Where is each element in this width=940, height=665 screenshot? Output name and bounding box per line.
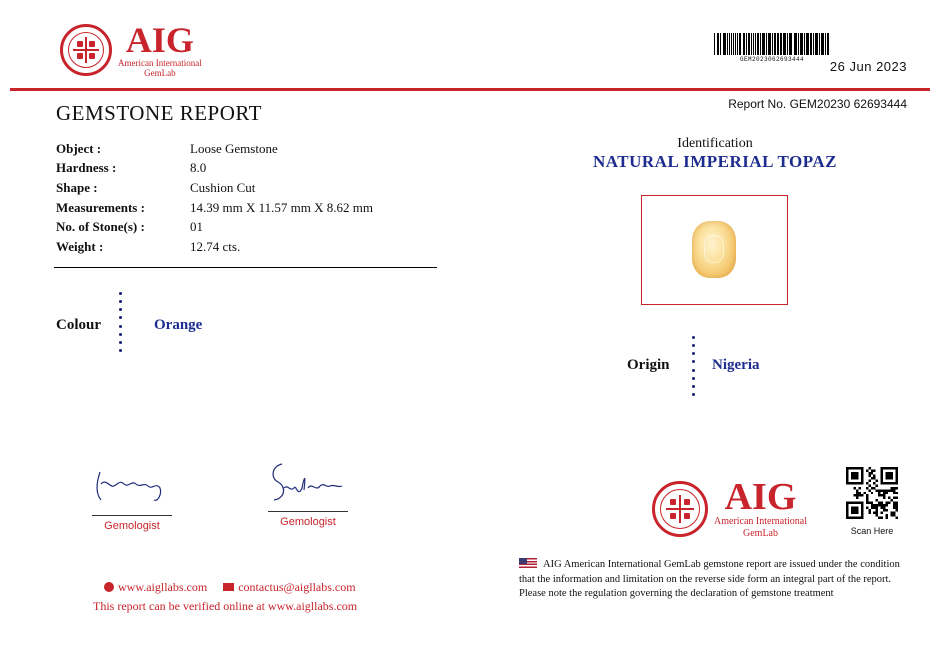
colour-value: Orange	[154, 317, 203, 333]
brand-line1: American International	[714, 516, 808, 527]
signature-title: Gemologist	[104, 520, 160, 532]
website-link[interactable]	[104, 580, 207, 595]
disclaimer	[519, 558, 904, 602]
property-divider	[54, 267, 437, 268]
colour-dotted-divider	[119, 292, 122, 352]
property-key: No. of Stone(s) :	[56, 219, 145, 235]
report-number: Report No. GEM20230 62693444	[728, 97, 907, 111]
aig-seal-icon	[60, 24, 112, 76]
signature-title: Gemologist	[280, 516, 336, 528]
aig-logo-bottom	[652, 478, 807, 539]
origin-value: Nigeria	[712, 357, 760, 373]
gemstone-photo	[641, 195, 788, 305]
brand-name: AIG	[724, 476, 797, 518]
property-key: Hardness :	[56, 160, 117, 176]
qr-code[interactable]	[846, 467, 898, 519]
property-value: 14.39 mm X 11.57 mm X 8.62 mm	[190, 199, 373, 215]
us-flag-icon	[519, 558, 537, 568]
property-value: 8.0	[190, 160, 207, 176]
signature-line	[92, 515, 172, 516]
footer-contact	[104, 580, 356, 595]
signature-image	[92, 462, 172, 506]
identification-value: NATURAL IMPERIAL TOPAZ	[592, 152, 837, 171]
verify-note: This report can be verified online at www.aigllabs.com	[93, 599, 358, 613]
brand-line2: GemLab	[743, 527, 778, 539]
property-value: Cushion Cut	[190, 179, 256, 195]
origin-label: Origin	[627, 357, 670, 373]
brand-name: AIG	[125, 20, 194, 60]
gemstone-image	[692, 221, 736, 278]
mail-icon	[223, 583, 234, 591]
property-row	[56, 198, 373, 218]
qr-caption: Scan Here	[850, 526, 894, 536]
signature-block-1	[92, 462, 172, 532]
colour-label: Colour	[56, 317, 101, 333]
origin-dotted-divider	[692, 336, 695, 396]
aig-seal-icon	[652, 481, 708, 537]
email-link[interactable]	[223, 580, 355, 595]
aig-logo-top	[60, 22, 202, 79]
globe-icon	[104, 582, 114, 592]
signature-line	[268, 511, 348, 512]
report-date: 26 Jun 2023	[829, 59, 907, 74]
property-value: Loose Gemstone	[190, 140, 278, 156]
signature-block-2	[268, 458, 348, 528]
property-key: Shape :	[56, 179, 98, 195]
property-row	[56, 217, 373, 237]
property-row	[56, 178, 373, 198]
website-text: www.aigllabs.com	[118, 580, 208, 594]
property-value: 01	[190, 219, 203, 235]
property-value: 12.74 cts.	[190, 238, 241, 254]
barcode-text: GEM2023062693444	[739, 56, 804, 63]
page-title: GEMSTONE REPORT	[56, 101, 262, 125]
property-key: Weight :	[56, 238, 104, 254]
property-row	[56, 139, 373, 159]
property-row	[56, 159, 373, 179]
header-divider	[10, 88, 930, 91]
signature-image	[268, 458, 348, 506]
property-key: Object :	[56, 140, 102, 156]
barcode	[714, 33, 830, 55]
brand-line1: American International	[118, 58, 202, 68]
identification-label: Identification	[677, 136, 753, 151]
property-key: Measurements :	[56, 199, 145, 215]
email-text: contactus@aigllabs.com	[238, 580, 356, 594]
property-row	[56, 237, 373, 257]
disclaimer-text: AIG American International GemLab gemstone report are issued under the condition that the information and limitation on the reverse side form an integral part of the report. Please note the regulation governing the declaration of gemstone treatment	[519, 559, 900, 600]
property-list	[56, 139, 373, 257]
brand-line2: GemLab	[144, 68, 176, 79]
